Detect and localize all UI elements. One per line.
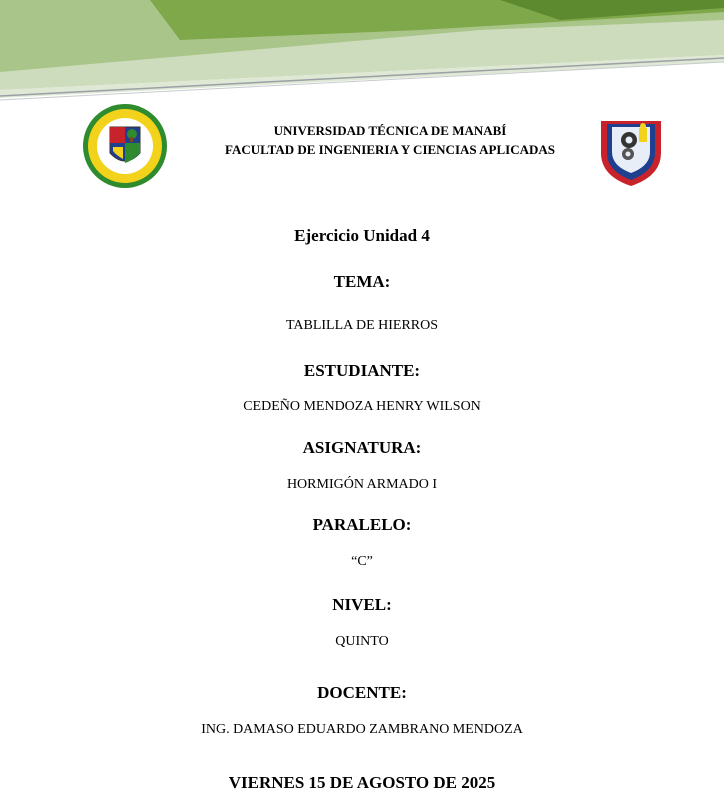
- value-tema: TABLILLA DE HIERROS: [285, 318, 439, 333]
- document-date: VIERNES 15 DE AGOSTO DE 2025: [228, 773, 496, 792]
- exercise-title: Ejercicio Unidad 4: [294, 226, 430, 245]
- value-nivel: QUINTO: [335, 634, 389, 649]
- value-estudiante: CEDEÑO MENDOZA HENRY WILSON: [243, 399, 481, 414]
- value-paralelo: “C”: [351, 554, 373, 569]
- label-asignatura: ASIGNATURA:: [302, 438, 422, 457]
- university-name: UNIVERSIDAD TÉCNICA DE MANABÍ: [273, 123, 507, 138]
- label-docente: DOCENTE:: [317, 683, 407, 702]
- label-nivel: NIVEL:: [332, 595, 392, 614]
- value-docente: ING. DAMASO EDUARDO ZAMBRANO MENDOZA: [201, 722, 523, 737]
- faculty-name: FACULTAD DE INGENIERIA Y CIENCIAS APLICADAS: [225, 142, 555, 157]
- university-seal-logo: [80, 103, 170, 189]
- label-paralelo: PARALELO:: [312, 515, 412, 534]
- value-asignatura: HORMIGÓN ARMADO I: [286, 477, 438, 492]
- faculty-crest-logo: [598, 118, 664, 188]
- institution-header: [180, 121, 600, 159]
- label-estudiante: ESTUDIANTE:: [303, 361, 421, 380]
- label-tema: TEMA:: [333, 272, 391, 291]
- header-banner: [0, 0, 724, 110]
